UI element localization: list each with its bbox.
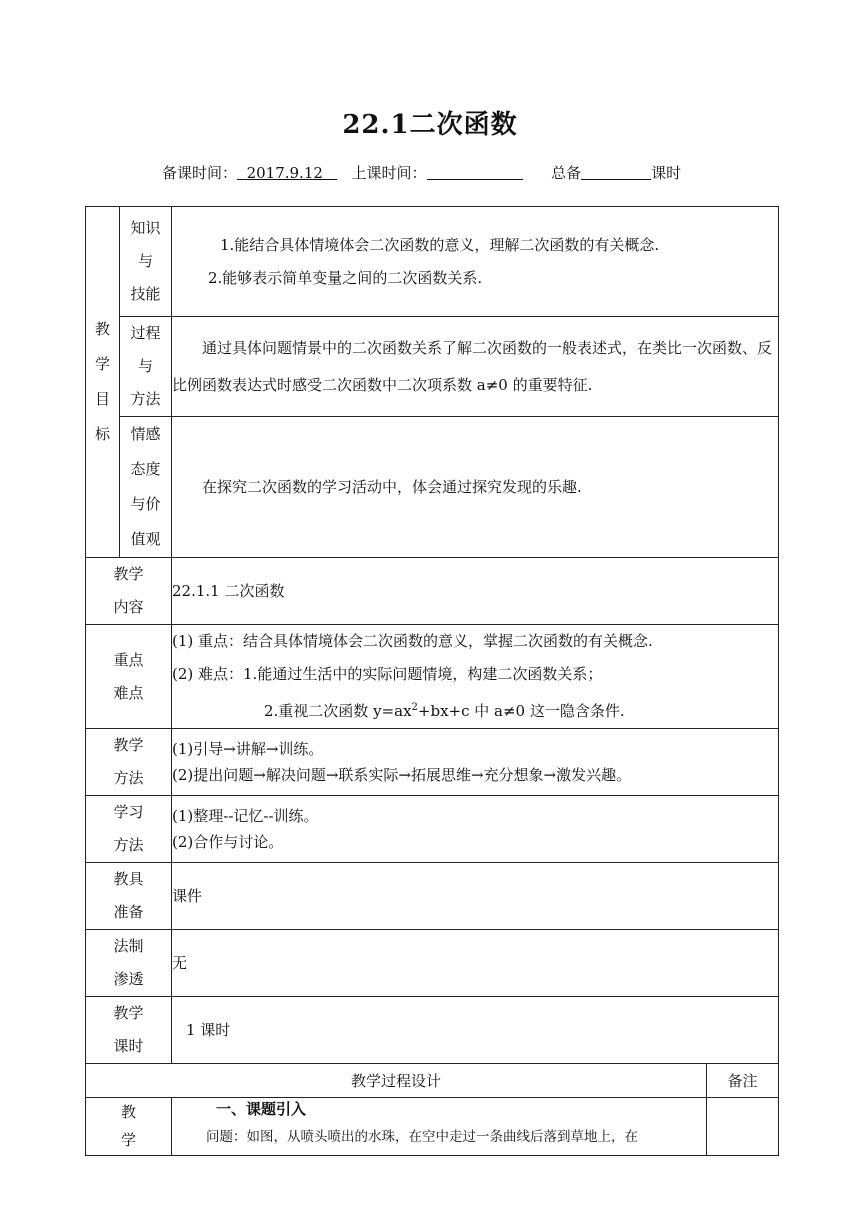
study-method-label: 学习 方法 bbox=[86, 796, 172, 863]
total-prefix: 总备 bbox=[551, 164, 582, 182]
process-design-notes bbox=[707, 1098, 779, 1156]
process-content: 通过具体问题情景中的二次函数关系了解二次函数的一般表述式，在类比一次函数、反比例函数表达式时感受二次函数中二次项系数 a≠0 的重要特征. bbox=[172, 317, 779, 417]
content-row bbox=[86, 558, 779, 625]
page-title: 22.1二次函数 bbox=[342, 110, 518, 140]
total-suffix: 课时 bbox=[651, 164, 682, 182]
class-time-label: 上课时间： bbox=[351, 164, 427, 182]
hours-label: 教学 课时 bbox=[86, 997, 172, 1064]
teaching-method-label: 教学 方法 bbox=[86, 729, 172, 796]
law-row bbox=[86, 930, 779, 997]
content-label: 教学 内容 bbox=[86, 558, 172, 625]
intro-text: 问题：如图，从喷头喷出的水珠，在空中走过一条曲线后落到草地上，在 bbox=[206, 1129, 638, 1145]
goals-knowledge-row bbox=[86, 207, 779, 317]
study-method-content: (1)整理--记忆--训练。 (2)合作与讨论。 bbox=[172, 796, 779, 863]
process-label: 过程 与 方法 bbox=[120, 317, 172, 417]
class-time-blank bbox=[427, 165, 523, 180]
process-design-content bbox=[172, 1098, 707, 1156]
goals-process-row bbox=[86, 317, 779, 417]
prep-time-label: 备课时间： bbox=[162, 164, 238, 182]
law-label: 法制 渗透 bbox=[86, 930, 172, 997]
tools-row bbox=[86, 863, 779, 930]
content-value: 22.1.1 二次函数 bbox=[172, 558, 779, 625]
lesson-plan-table bbox=[85, 206, 779, 1156]
goals-label: 教 学 目 标 bbox=[86, 207, 120, 558]
design-header-row bbox=[86, 1064, 779, 1098]
key-points-label: 重点 难点 bbox=[86, 625, 172, 729]
notes-header: 备注 bbox=[707, 1064, 779, 1098]
goals-emotion-row bbox=[86, 417, 779, 558]
hours-content: 1 课时 bbox=[172, 997, 779, 1064]
tools-content: 课件 bbox=[172, 863, 779, 930]
knowledge-content: 1.能结合具体情境体会二次函数的意义，理解二次函数的有关概念. 2.能够表示简单变量之间的二次函数关系. bbox=[172, 207, 779, 317]
key-points-row bbox=[86, 625, 779, 729]
knowledge-label: 知识 与 技能 bbox=[120, 207, 172, 317]
law-content: 无 bbox=[172, 930, 779, 997]
intro-heading: 一、课题引入 bbox=[216, 1100, 307, 1118]
emotion-label: 情感 态度 与价 值观 bbox=[120, 417, 172, 558]
process-design-label: 教 学 bbox=[86, 1098, 172, 1156]
study-method-row bbox=[86, 796, 779, 863]
design-header: 教学过程设计 bbox=[86, 1064, 707, 1098]
teaching-method-row bbox=[86, 729, 779, 796]
prep-time-value: 2017.9.12 bbox=[246, 164, 323, 182]
teaching-method-content: (1)引导→讲解→训练。 (2)提出问题→解决问题→联系实际→拓展思维→充分想象→激发兴趣。 bbox=[172, 729, 779, 796]
lesson-meta bbox=[162, 162, 681, 183]
total-blank bbox=[581, 165, 651, 180]
tools-label: 教具 准备 bbox=[86, 863, 172, 930]
process-design-row bbox=[86, 1098, 779, 1156]
key-points-content: (1) 重点：结合具体情境体会二次函数的意义，掌握二次函数的有关概念. (2) 难点：1.能通过生活中的实际问题情境，构建二次函数关系； 2.重视二次函数 $y=ax^2+bx+c$ 中 a≠0 这一隐含条件. bbox=[172, 625, 779, 729]
hours-row bbox=[86, 997, 779, 1064]
emotion-content: 在探究二次函数的学习活动中，体会通过探究发现的乐趣. bbox=[172, 417, 779, 558]
